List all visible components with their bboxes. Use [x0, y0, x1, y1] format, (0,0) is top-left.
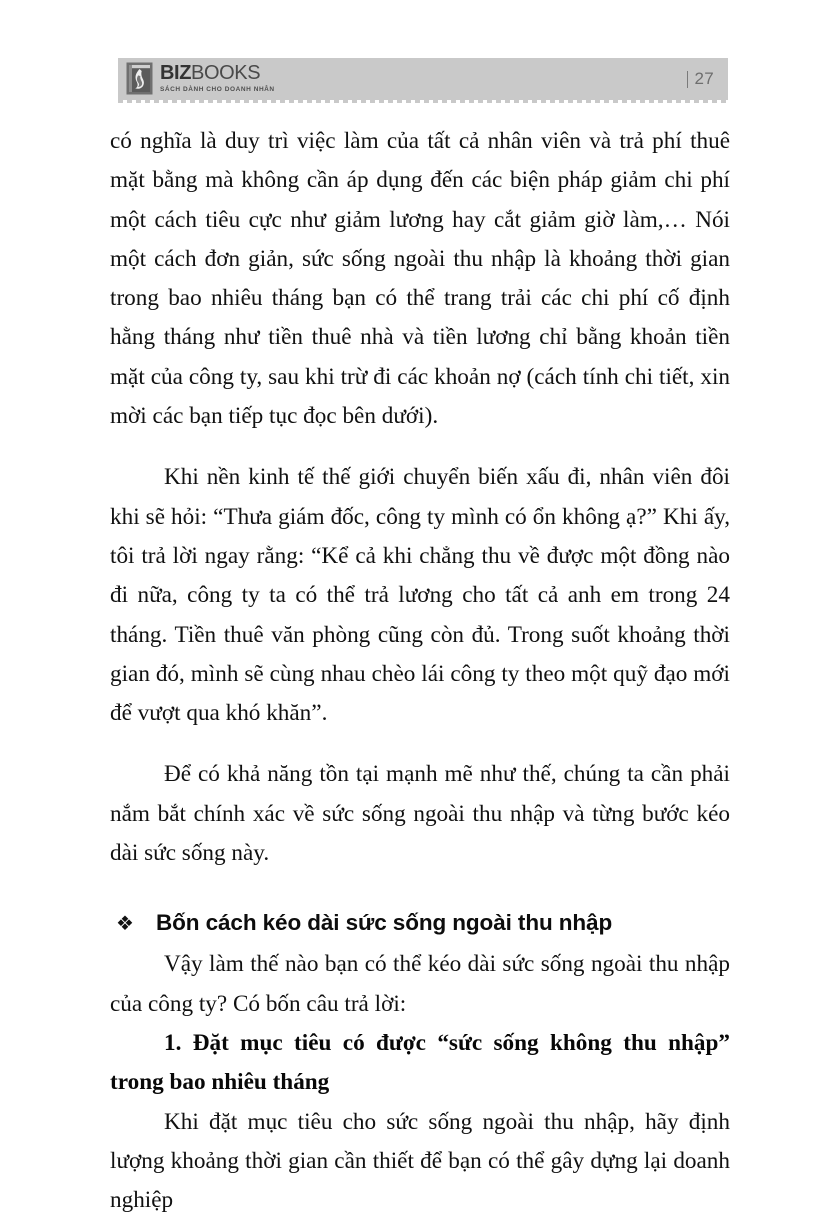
- paragraph-survival-capability: Để có khả năng tồn tại mạnh mẽ như thế, chúng ta cần phải nắm bắt chính xác về sức sống ngoài thu nhập và từng bước kéo dài sức sống này.: [110, 761, 730, 867]
- paragraph-goal-setting: Khi đặt mục tiêu cho sức sống ngoài thu nhập, hãy định lượng khoảng thời gian cần thiết để bạn có thể gây dựng lại doanh nghiệp: [110, 1108, 730, 1214]
- bizbooks-logo: [126, 60, 275, 98]
- diamond-bullet-icon: ❖: [116, 911, 134, 936]
- brand-wordmark: [160, 60, 275, 94]
- brand-name: [160, 63, 275, 84]
- brand-name-books: BOOKS: [191, 62, 261, 84]
- page-header-band: [118, 58, 728, 100]
- paragraph-continuation: có nghĩa là duy trì việc làm của tất cả nhân viên và trả phí thuê mặt bằng mà không cần áp dụng đến các biện pháp giảm chi phí một cách tiêu cực như giảm lương hay cắt giảm giờ làm,… Nói một cách đơn giản, sức sống ngoài thu nhập là khoảng thời gian trong bao nhiêu tháng bạn có thể trang trải các chi phí cố định hằng tháng như tiền thuê nhà và tiền lương chỉ bằng khoản tiền mặt của công ty, sau khi trừ đi các khoản nợ (cách tính chi tiết, xin mời các bạn tiếp tục đọc bên dưới).: [110, 128, 730, 430]
- paragraph-employee-question: Khi nền kinh tế thế giới chuyển biến xấu đi, nhân viên đôi khi sẽ hỏi: “Thưa giám đốc, công ty mình có ổn không ạ?” Khi ấy, tôi trả lời ngay rằng: “Kể cả khi chẳng thu về được một đồng nào đi nữa, công ty ta có thể trả lương cho tất cả anh em trong 24 tháng. Tiền thuê văn phòng cũng còn đủ. Trong suốt khoảng thời gian đó, mình sẽ cùng nhau chèo lái công ty theo một quỹ đạo mới để vượt qua khó khăn”.: [110, 464, 730, 727]
- page-folio: [687, 69, 714, 89]
- page-content: [110, 122, 730, 1220]
- folio-divider: [687, 71, 689, 88]
- subheading-item-1: 1. Đặt mục tiêu có được “sức sống không thu nhập” trong bao nhiêu tháng: [110, 1029, 730, 1096]
- section-heading-row: [110, 907, 730, 939]
- section-heading-title: Bốn cách kéo dài sức sống ngoài thu nhập: [156, 910, 613, 936]
- book-flame-logo-icon: [126, 62, 153, 95]
- page-number: 27: [694, 69, 714, 88]
- paragraph-four-answers: Vậy làm thế nào bạn có thể kéo dài sức sống ngoài thu nhập của công ty? Có bốn câu trả lời:: [110, 951, 730, 1017]
- brand-tagline: SÁCH DÀNH CHO DOANH NHÂN: [160, 86, 275, 93]
- brand-name-biz: BIZ: [160, 62, 192, 84]
